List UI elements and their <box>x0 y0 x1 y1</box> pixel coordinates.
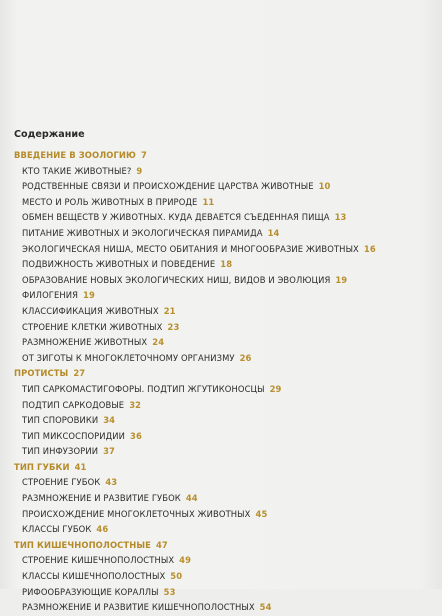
toc-entry-page-number: 32 <box>129 399 142 410</box>
toc-entry <box>14 179 429 195</box>
toc-entry <box>14 444 429 460</box>
toc-entry <box>14 553 429 569</box>
toc-entry-page-number: 46 <box>96 524 109 535</box>
toc-entry-page-number: 9 <box>136 165 143 176</box>
toc-entry-page-number: 34 <box>103 415 116 426</box>
toc-entry-page-number: 29 <box>269 383 282 394</box>
toc-section-entry <box>14 148 429 164</box>
toc-entry-title: МЕСТО И РОЛЬ ЖИВОТНЫХ В ПРИРОДЕ <box>22 196 198 207</box>
toc-entry <box>14 226 429 242</box>
toc-entry <box>14 398 429 414</box>
toc-entry-page-number: 45 <box>255 508 268 519</box>
toc-entry-title: КЛАССЫ ГУБОК <box>22 524 92 535</box>
toc-section-entry <box>14 366 429 382</box>
toc-entry-title: РОДСТВЕННЫЕ СВЯЗИ И ПРОИСХОЖДЕНИЕ ЦАРСТВА ЖИВОТНЫЕ <box>22 181 314 192</box>
toc-entry-title: ПИТАНИЕ ЖИВОТНЫХ И ЭКОЛОГИЧЕСКАЯ ПИРАМИДА <box>22 227 263 238</box>
toc-entry-page-number: 47 <box>155 539 168 550</box>
toc-entry-title: ТИП СПОРОВИКИ <box>22 415 99 426</box>
toc-section-entry <box>14 538 429 554</box>
toc-entry-title: РАЗМНОЖЕНИЕ ЖИВОТНЫХ <box>22 337 148 348</box>
toc-entry-title: РАЗМНОЖЕНИЕ И РАЗВИТИЕ КИШЕЧНОПОЛОСТНЫХ <box>22 602 255 613</box>
toc-entry-title: СТРОЕНИЕ КЛЕТКИ ЖИВОТНЫХ <box>22 321 163 332</box>
toc-entry <box>14 164 429 180</box>
toc-list <box>14 148 429 616</box>
toc-entry-page-number: 10 <box>318 181 331 192</box>
toc-entry <box>14 242 429 258</box>
toc-entry-title: ПОДВИЖНОСТЬ ЖИВОТНЫХ И ПОВЕДЕНИЕ <box>22 259 216 270</box>
toc-entry-page-number: 16 <box>363 243 376 254</box>
toc-entry <box>14 351 429 367</box>
toc-entry-page-number: 54 <box>259 602 272 613</box>
toc-entry-title: ТИП ИНФУЗОРИИ <box>22 446 99 457</box>
toc-entry <box>14 195 429 211</box>
table-of-contents <box>14 128 429 616</box>
toc-entry <box>14 522 429 538</box>
toc-entry-title: ТИП КИШЕЧНОПОЛОСТНЫЕ <box>14 539 151 550</box>
toc-entry-title: ТИП ГУБКИ <box>14 461 70 472</box>
toc-entry <box>14 320 429 336</box>
toc-entry-page-number: 26 <box>239 352 252 363</box>
toc-entry <box>14 569 429 585</box>
toc-entry <box>14 507 429 523</box>
toc-entry-page-number: 11 <box>202 196 215 207</box>
toc-entry-page-number: 43 <box>105 477 118 488</box>
toc-entry-title: КТО ТАКИЕ ЖИВОТНЫЕ? <box>22 165 132 176</box>
toc-entry <box>14 210 429 226</box>
toc-entry-page-number: 49 <box>179 555 192 566</box>
toc-entry <box>14 382 429 398</box>
toc-entry <box>14 600 429 616</box>
toc-entry-page-number: 37 <box>103 446 115 457</box>
toc-entry-title: ПОДТИП САРКОДОВЫЕ <box>22 399 125 410</box>
toc-entry-title: РИФООБРАЗУЮЩИЕ КОРАЛЛЫ <box>22 586 159 597</box>
toc-entry-page-number: 14 <box>267 227 280 238</box>
toc-entry <box>14 288 429 304</box>
toc-title: Содержание <box>14 129 85 140</box>
toc-entry-page-number: 27 <box>73 368 86 379</box>
toc-entry <box>14 475 429 491</box>
toc-entry-title: РАЗМНОЖЕНИЕ И РАЗВИТИЕ ГУБОК <box>22 493 181 504</box>
toc-entry-page-number: 44 <box>185 493 198 504</box>
toc-entry <box>14 429 429 445</box>
toc-entry-title: ОБМЕН ВЕЩЕСТВ У ЖИВОТНЫХ. КУДА ДЕВАЕТСЯ СЪЕДЕННАЯ ПИЩА <box>22 212 330 223</box>
toc-entry-page-number: 7 <box>140 150 147 160</box>
toc-entry-title: ПРОТИСТЫ <box>14 368 69 379</box>
toc-entry-page-number: 18 <box>220 259 233 270</box>
toc-entry-page-number: 23 <box>167 321 180 332</box>
toc-entry-page-number: 19 <box>335 274 348 285</box>
toc-entry <box>14 257 429 273</box>
toc-entry-title: ФИЛОГЕНИЯ <box>22 290 79 301</box>
toc-entry <box>14 585 429 601</box>
toc-entry-title: ТИП САРКОМАСТИГОФОРЫ. ПОДТИП ЖГУТИКОНОСЦЫ <box>22 383 265 394</box>
toc-entry-title: ТИП МИКСОСПОРИДИИ <box>22 430 126 441</box>
toc-entry-title: СТРОЕНИЕ КИШЕЧНОПОЛОСТНЫХ <box>22 555 175 566</box>
toc-entry-title: ПРОИСХОЖДЕНИЕ МНОГОКЛЕТОЧНЫХ ЖИВОТНЫХ <box>22 508 251 519</box>
toc-entry-page-number: 41 <box>74 461 87 472</box>
toc-entry-page-number: 24 <box>152 337 165 348</box>
toc-entry-page-number: 50 <box>170 571 183 582</box>
toc-entry-title: ОБРАЗОВАНИЕ НОВЫХ ЭКОЛОГИЧЕСКИХ НИШ, ВИДОВ И ЭВОЛЮЦИЯ <box>22 274 331 285</box>
toc-entry-title: ЭКОЛОГИЧЕСКАЯ НИША, МЕСТО ОБИТАНИЯ И МНОГООБРАЗИЕ ЖИВОТНЫХ <box>22 243 359 254</box>
toc-entry <box>14 335 429 351</box>
toc-entry-page-number: 21 <box>163 305 176 316</box>
toc-entry-title: КЛАССИФИКАЦИЯ ЖИВОТНЫХ <box>22 305 159 316</box>
toc-entry <box>14 273 429 289</box>
toc-section-entry <box>14 460 429 476</box>
toc-entry-page-number: 53 <box>163 586 176 597</box>
toc-entry-page-number: 13 <box>334 212 347 223</box>
toc-entry-title: СТРОЕНИЕ ГУБОК <box>22 477 101 488</box>
toc-entry-title: ВВЕДЕНИЕ В ЗООЛОГИЮ <box>14 150 136 160</box>
toc-entry-title: КЛАССЫ КИШЕЧНОПОЛОСТНЫХ <box>22 571 166 582</box>
toc-entry <box>14 304 429 320</box>
toc-entry <box>14 491 429 507</box>
toc-entry-page-number: 19 <box>83 290 95 301</box>
toc-entry <box>14 413 429 429</box>
toc-entry-title: ОТ ЗИГОТЫ К МНОГОКЛЕТОЧНОМУ ОРГАНИЗМУ <box>22 352 235 363</box>
toc-entry-page-number: 36 <box>130 430 142 441</box>
